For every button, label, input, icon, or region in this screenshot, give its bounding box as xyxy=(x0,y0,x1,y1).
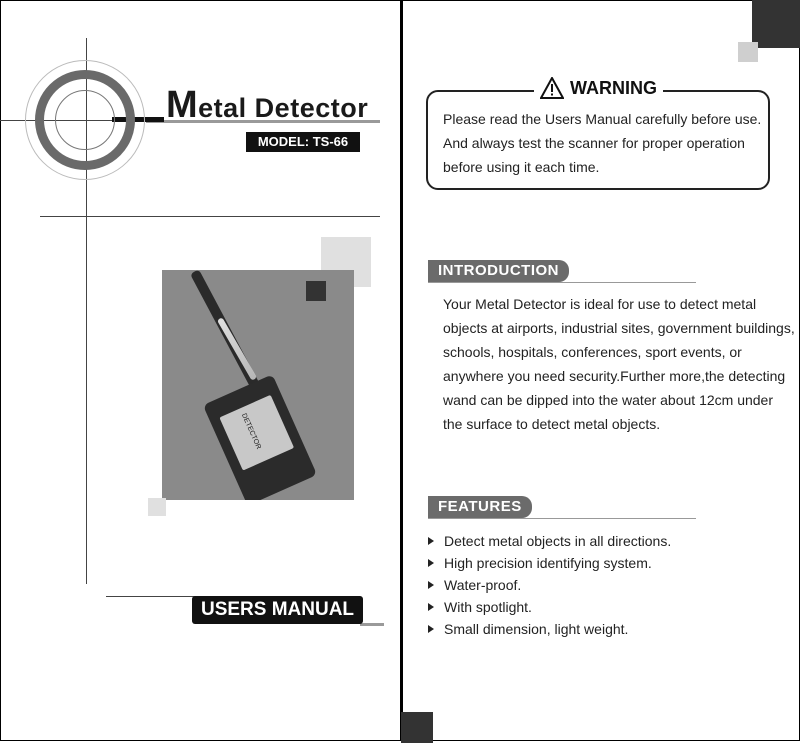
warning-line: Please read the Users Manual carefully before use. xyxy=(443,111,762,127)
feature-item xyxy=(428,574,671,596)
corner-square-dark-top xyxy=(752,0,800,48)
feature-item-text: High precision identifying system. xyxy=(444,555,652,571)
introduction-text xyxy=(443,292,795,436)
model-badge: MODEL: TS-66 xyxy=(246,132,360,152)
decor-square-dark-small xyxy=(306,281,326,301)
features-heading: FEATURES xyxy=(428,496,532,518)
feature-item-text: Detect metal objects in all directions. xyxy=(444,533,672,549)
introduction-line: schools, hospitals, conferences, sport events, or xyxy=(443,344,742,360)
introduction-heading: INTRODUCTION xyxy=(428,260,569,282)
warning-triangle-icon xyxy=(540,77,564,99)
corner-square-dark-bottom xyxy=(401,712,433,743)
warning-line: before using it each time. xyxy=(443,159,600,175)
feature-item-text: With spotlight. xyxy=(444,599,532,615)
spotlight-beam xyxy=(217,317,257,381)
horizontal-guide-line-lower xyxy=(40,216,380,217)
product-photo xyxy=(162,270,354,500)
product-title xyxy=(166,84,368,127)
warning-line: And always test the scanner for proper operation xyxy=(443,135,745,151)
features-rule xyxy=(428,518,696,519)
introduction-line: Your Metal Detector is ideal for use to detect metal xyxy=(443,296,757,312)
warning-title-text: WARNING xyxy=(570,77,657,98)
warning-text xyxy=(443,107,763,179)
warning-title xyxy=(534,76,663,100)
manual-underline-bar xyxy=(360,623,384,626)
feature-item xyxy=(428,596,671,618)
features-list xyxy=(428,530,671,640)
decor-square-light-small xyxy=(148,498,166,516)
device-body xyxy=(203,374,317,500)
device-label: DETECTOR xyxy=(239,412,262,451)
corner-square-light-top xyxy=(738,42,758,62)
feature-item xyxy=(428,552,671,574)
manual-guide-line xyxy=(106,596,202,597)
introduction-line: the surface to detect metal objects. xyxy=(443,416,661,432)
triangle-bullet-icon xyxy=(428,559,434,567)
introduction-line: wand can be dipped into the water about 12cm under xyxy=(443,392,774,408)
introduction-line: objects at airports, industrial sites, government buildings, xyxy=(443,320,795,336)
introduction-line: anywhere you need security.Further more,the detecting xyxy=(443,368,786,384)
feature-item xyxy=(428,530,671,552)
triangle-bullet-icon xyxy=(428,581,434,589)
feature-item xyxy=(428,618,671,640)
feature-item-text: Water-proof. xyxy=(444,577,522,593)
triangle-bullet-icon xyxy=(428,603,434,611)
introduction-rule xyxy=(428,282,696,283)
logo-ring-inner xyxy=(55,90,115,150)
device-screen xyxy=(219,395,294,471)
triangle-bullet-icon xyxy=(428,625,434,633)
product-title-initial: M xyxy=(166,84,199,126)
triangle-bullet-icon xyxy=(428,537,434,545)
feature-item-text: Small dimension, light weight. xyxy=(444,621,629,637)
product-title-rest: etal Detector xyxy=(198,93,369,123)
users-manual-badge: USERS MANUAL xyxy=(192,596,363,624)
